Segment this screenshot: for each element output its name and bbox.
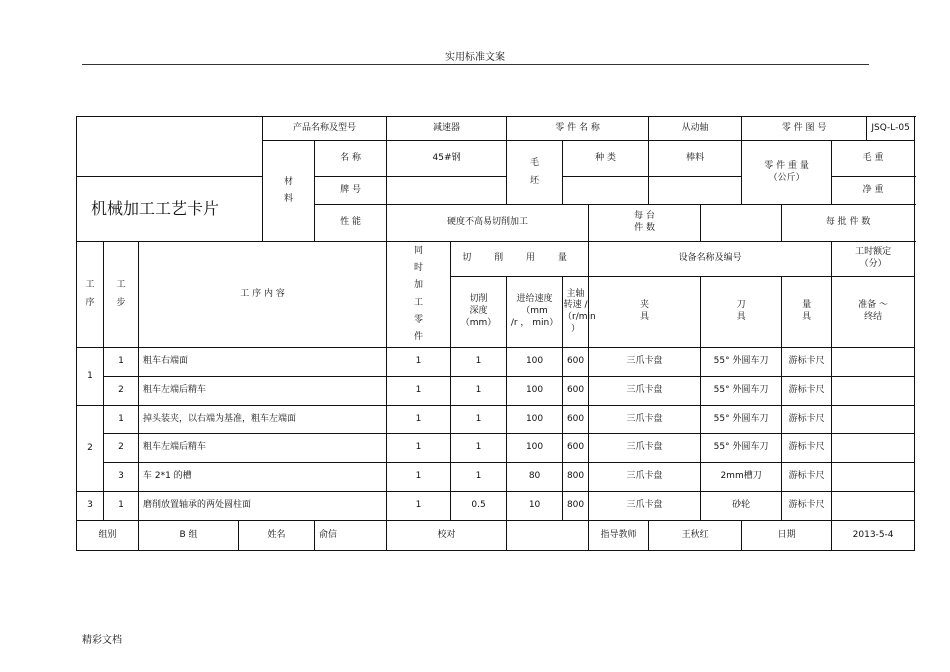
row-prep [832,492,915,521]
date-label: 日期 [742,521,832,551]
table-row [77,434,915,463]
name-sign-value: 俞信 [315,521,387,551]
row-speed: 800 [563,492,589,521]
row-process: 2 [77,406,104,492]
kind-value-2 [563,177,649,205]
row-gauge: 游标卡尺 [782,377,832,406]
row-content: 磨削放置轴承的两处圆柱面 [139,492,387,521]
part-name-label: 零 件 名 称 [507,117,649,141]
col-process: 工序 [77,242,104,348]
blank-label: 毛坯 [507,141,563,205]
row-feed: 80 [507,463,563,492]
name-sign-label: 姓名 [239,521,315,551]
row-feed: 100 [507,406,563,434]
row-depth: 0.5 [451,492,507,521]
col-time-quota: 工时额定 （分） [832,242,915,277]
col-tool: 刀 具 [701,277,782,348]
row-gauge: 游标卡尺 [782,348,832,377]
row-content: 掉头装夹，以右端为基准，粗车左端面 [139,406,387,434]
table-row [77,348,915,377]
row-depth: 1 [451,463,507,492]
row-speed: 600 [563,434,589,463]
row-gauge: 游标卡尺 [782,463,832,492]
row-tool: 砂轮 [701,492,782,521]
teacher-label: 指导教师 [589,521,649,551]
row-fixture: 三爪卡盘 [589,434,701,463]
performance-label: 性 能 [315,205,387,242]
name-value: 45#钢 [387,141,507,177]
row-content: 车 2*1 的槽 [139,463,387,492]
product-value: 减速器 [387,117,507,141]
row-parts: 1 [387,406,451,434]
part-weight-label: 零 件 重 量 （公斤） [742,141,832,205]
row-step: 3 [104,463,139,492]
row-depth: 1 [451,377,507,406]
per-unit-label: 每 台 件 数 [589,205,701,242]
col-equipment: 设备名称及编号 [589,242,832,277]
process-card-table [76,116,915,551]
check-label: 校对 [387,521,507,551]
row-tool: 55° 外圆车刀 [701,434,782,463]
table-row [77,463,915,492]
row-speed: 800 [563,463,589,492]
row-tool: 2mm槽刀 [701,463,782,492]
group-value: B 组 [139,521,239,551]
row-fixture: 三爪卡盘 [589,492,701,521]
row-prep [832,406,915,434]
blank-corner [77,117,263,177]
row-step: 2 [104,434,139,463]
signature-row [77,521,915,551]
card-title: 机械加工工艺卡片 [77,177,263,242]
row-depth: 1 [451,348,507,377]
row-speed: 600 [563,377,589,406]
row-gauge: 游标卡尺 [782,434,832,463]
name-label: 名 称 [315,141,387,177]
row-prep [832,348,915,377]
row-parts: 1 [387,463,451,492]
row-feed: 10 [507,492,563,521]
row-depth: 1 [451,406,507,434]
performance-value: 硬度不高易切削加工 [387,205,589,242]
kind-value: 棒料 [649,141,742,177]
col-feed: 进给速度 （mm /r ， min） [507,277,563,348]
row-process: 3 [77,492,104,521]
kind-label: 种 类 [563,141,649,177]
row-tool: 55° 外圆车刀 [701,406,782,434]
check-value [507,521,589,551]
row-speed: 600 [563,348,589,377]
row-gauge: 游标卡尺 [782,406,832,434]
col-spindle: 主轴转速 / （r/min ） [563,277,589,348]
group-label: 组别 [77,521,139,551]
col-fixture: 夹 具 [589,277,701,348]
row-step: 2 [104,377,139,406]
row-step: 1 [104,348,139,377]
row-fixture: 三爪卡盘 [589,463,701,492]
row-fixture: 三爪卡盘 [589,348,701,377]
col-step: 工步 [104,242,139,348]
kind-value-3 [649,177,742,205]
col-content: 工 序 内 容 [139,242,387,348]
col-prep-end: 准备 ～ 终结 [832,277,915,348]
row-feed: 100 [507,377,563,406]
col-simul-parts: 同时加工零件 [387,242,451,348]
row-prep [832,463,915,492]
product-label: 产品名称及型号 [263,117,387,141]
page-footer: 精彩文档 [82,635,122,646]
row-fixture: 三爪卡盘 [589,406,701,434]
teacher-value: 王秋红 [649,521,742,551]
page-header: 实用标准文案 [445,52,505,63]
row-speed: 600 [563,406,589,434]
row-tool: 55° 外圆车刀 [701,348,782,377]
per-unit-value [701,205,782,242]
col-gauge: 量 具 [782,277,832,348]
row-content: 粗车左端后精车 [139,434,387,463]
row-fixture: 三爪卡盘 [589,377,701,406]
gross-weight-label: 毛 重 [832,141,915,177]
row-parts: 1 [387,377,451,406]
header-rule [82,64,869,65]
col-depth: 切削 深度 （mm） [451,277,507,348]
row-content: 粗车右端面 [139,348,387,377]
table-row [77,406,915,434]
part-name-value: 从动轴 [649,117,742,141]
row-tool: 55° 外圆车刀 [701,377,782,406]
table-row [77,377,915,406]
row-process: 1 [77,348,104,406]
part-drawing-value: JSQ-L-05 [867,117,915,141]
row-parts: 1 [387,492,451,521]
net-weight-label: 净 重 [832,177,915,205]
row-content: 粗车左端后精车 [139,377,387,406]
brand-label: 牌 号 [315,177,387,205]
row-step: 1 [104,406,139,434]
per-batch-label: 每 批 件 数 [782,205,915,242]
table-row [77,492,915,521]
row-prep [832,377,915,406]
brand-value [387,177,507,205]
col-cutting-usage: 切 削 用 量 [451,242,589,277]
date-value: 2013-5-4 [832,521,915,551]
row-prep [832,434,915,463]
row-feed: 100 [507,434,563,463]
part-drawing-label: 零 件 图 号 [742,117,867,141]
material-label: 材料 [263,141,315,242]
row-depth: 1 [451,434,507,463]
row-feed: 100 [507,348,563,377]
row-gauge: 游标卡尺 [782,492,832,521]
row-step: 1 [104,492,139,521]
row-parts: 1 [387,348,451,377]
row-parts: 1 [387,434,451,463]
